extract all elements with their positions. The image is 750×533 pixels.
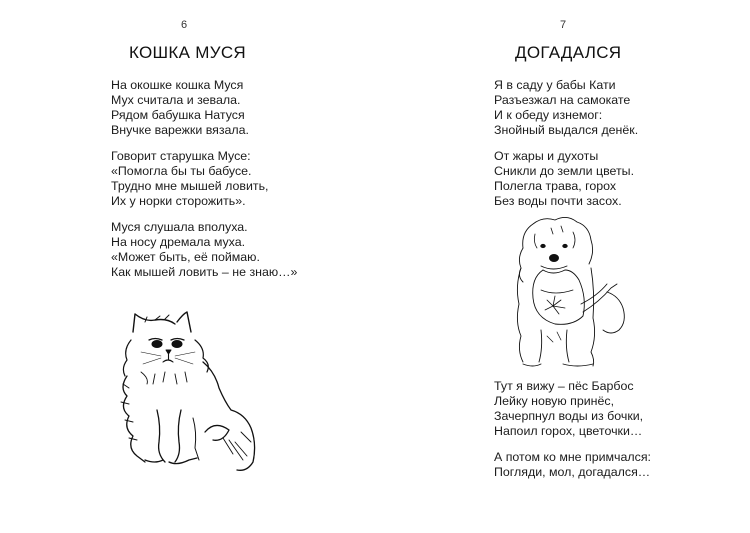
verse-line: Знойный выдался денёк. (494, 123, 639, 137)
verse-line: Без воды почти засох. (494, 194, 622, 208)
stanza-4 (494, 450, 651, 480)
dog-illustration (503, 212, 633, 372)
verse-line: Лейку новую принёс, (494, 394, 615, 408)
verse-line: От жары и духоты (494, 149, 599, 163)
verse-line: Их у норки сторожить». (111, 194, 246, 208)
stanza-2 (494, 149, 634, 209)
poem-title: ДОГАДАЛСЯ (515, 43, 622, 62)
page-number: 6 (180, 19, 188, 31)
verse-line: На окошке кошка Муся (111, 78, 244, 92)
right-page (375, 0, 750, 533)
poem-title: КОШКА МУСЯ (129, 43, 246, 62)
verse-line: Муся слушала вполуха. (111, 220, 248, 234)
verse-line: Сникли до земли цветы. (494, 164, 635, 178)
dog-sketch-icon (503, 212, 633, 372)
verse-line: Разъезжал на самокате (494, 93, 631, 107)
verse-line: Зачерпнул воды из бочки, (494, 409, 644, 423)
stanza-2 (111, 149, 268, 209)
verse-line: Рядом бабушка Натуся (111, 108, 245, 122)
verse-line: Погляди, мол, догадался… (494, 465, 651, 479)
stanza-3 (111, 220, 297, 280)
verse-line: «Помогла бы ты бабусе. (111, 164, 252, 178)
verse-line: Говорит старушка Мусе: (111, 149, 251, 163)
verse-line: Трудно мне мышей ловить, (111, 179, 269, 193)
verse-line: Напоил горох, цветочки… (494, 424, 643, 438)
stanza-1 (111, 78, 249, 138)
stanza-1 (494, 78, 638, 138)
verse-line: Полегла трава, горох (494, 179, 617, 193)
verse-line: На носу дремала муха. (111, 235, 246, 249)
verse-line: Внучке варежки вязала. (111, 123, 249, 137)
stanza-3 (494, 379, 643, 439)
verse-line: А потом ко мне примчался: (494, 450, 651, 464)
verse-line: Мух считала и зевала. (111, 93, 241, 107)
verse-line: Тут я вижу – пёс Барбос (494, 379, 634, 393)
verse-line: И к обеду изнемог: (494, 108, 603, 122)
cat-sketch-icon (105, 292, 275, 482)
verse-line: Как мышей ловить – не знаю…» (111, 265, 298, 279)
verse-line: Я в саду у бабы Кати (494, 78, 616, 92)
verse-line: «Может быть, её поймаю. (111, 250, 260, 264)
page-number: 7 (559, 19, 567, 31)
cat-illustration (105, 292, 275, 482)
